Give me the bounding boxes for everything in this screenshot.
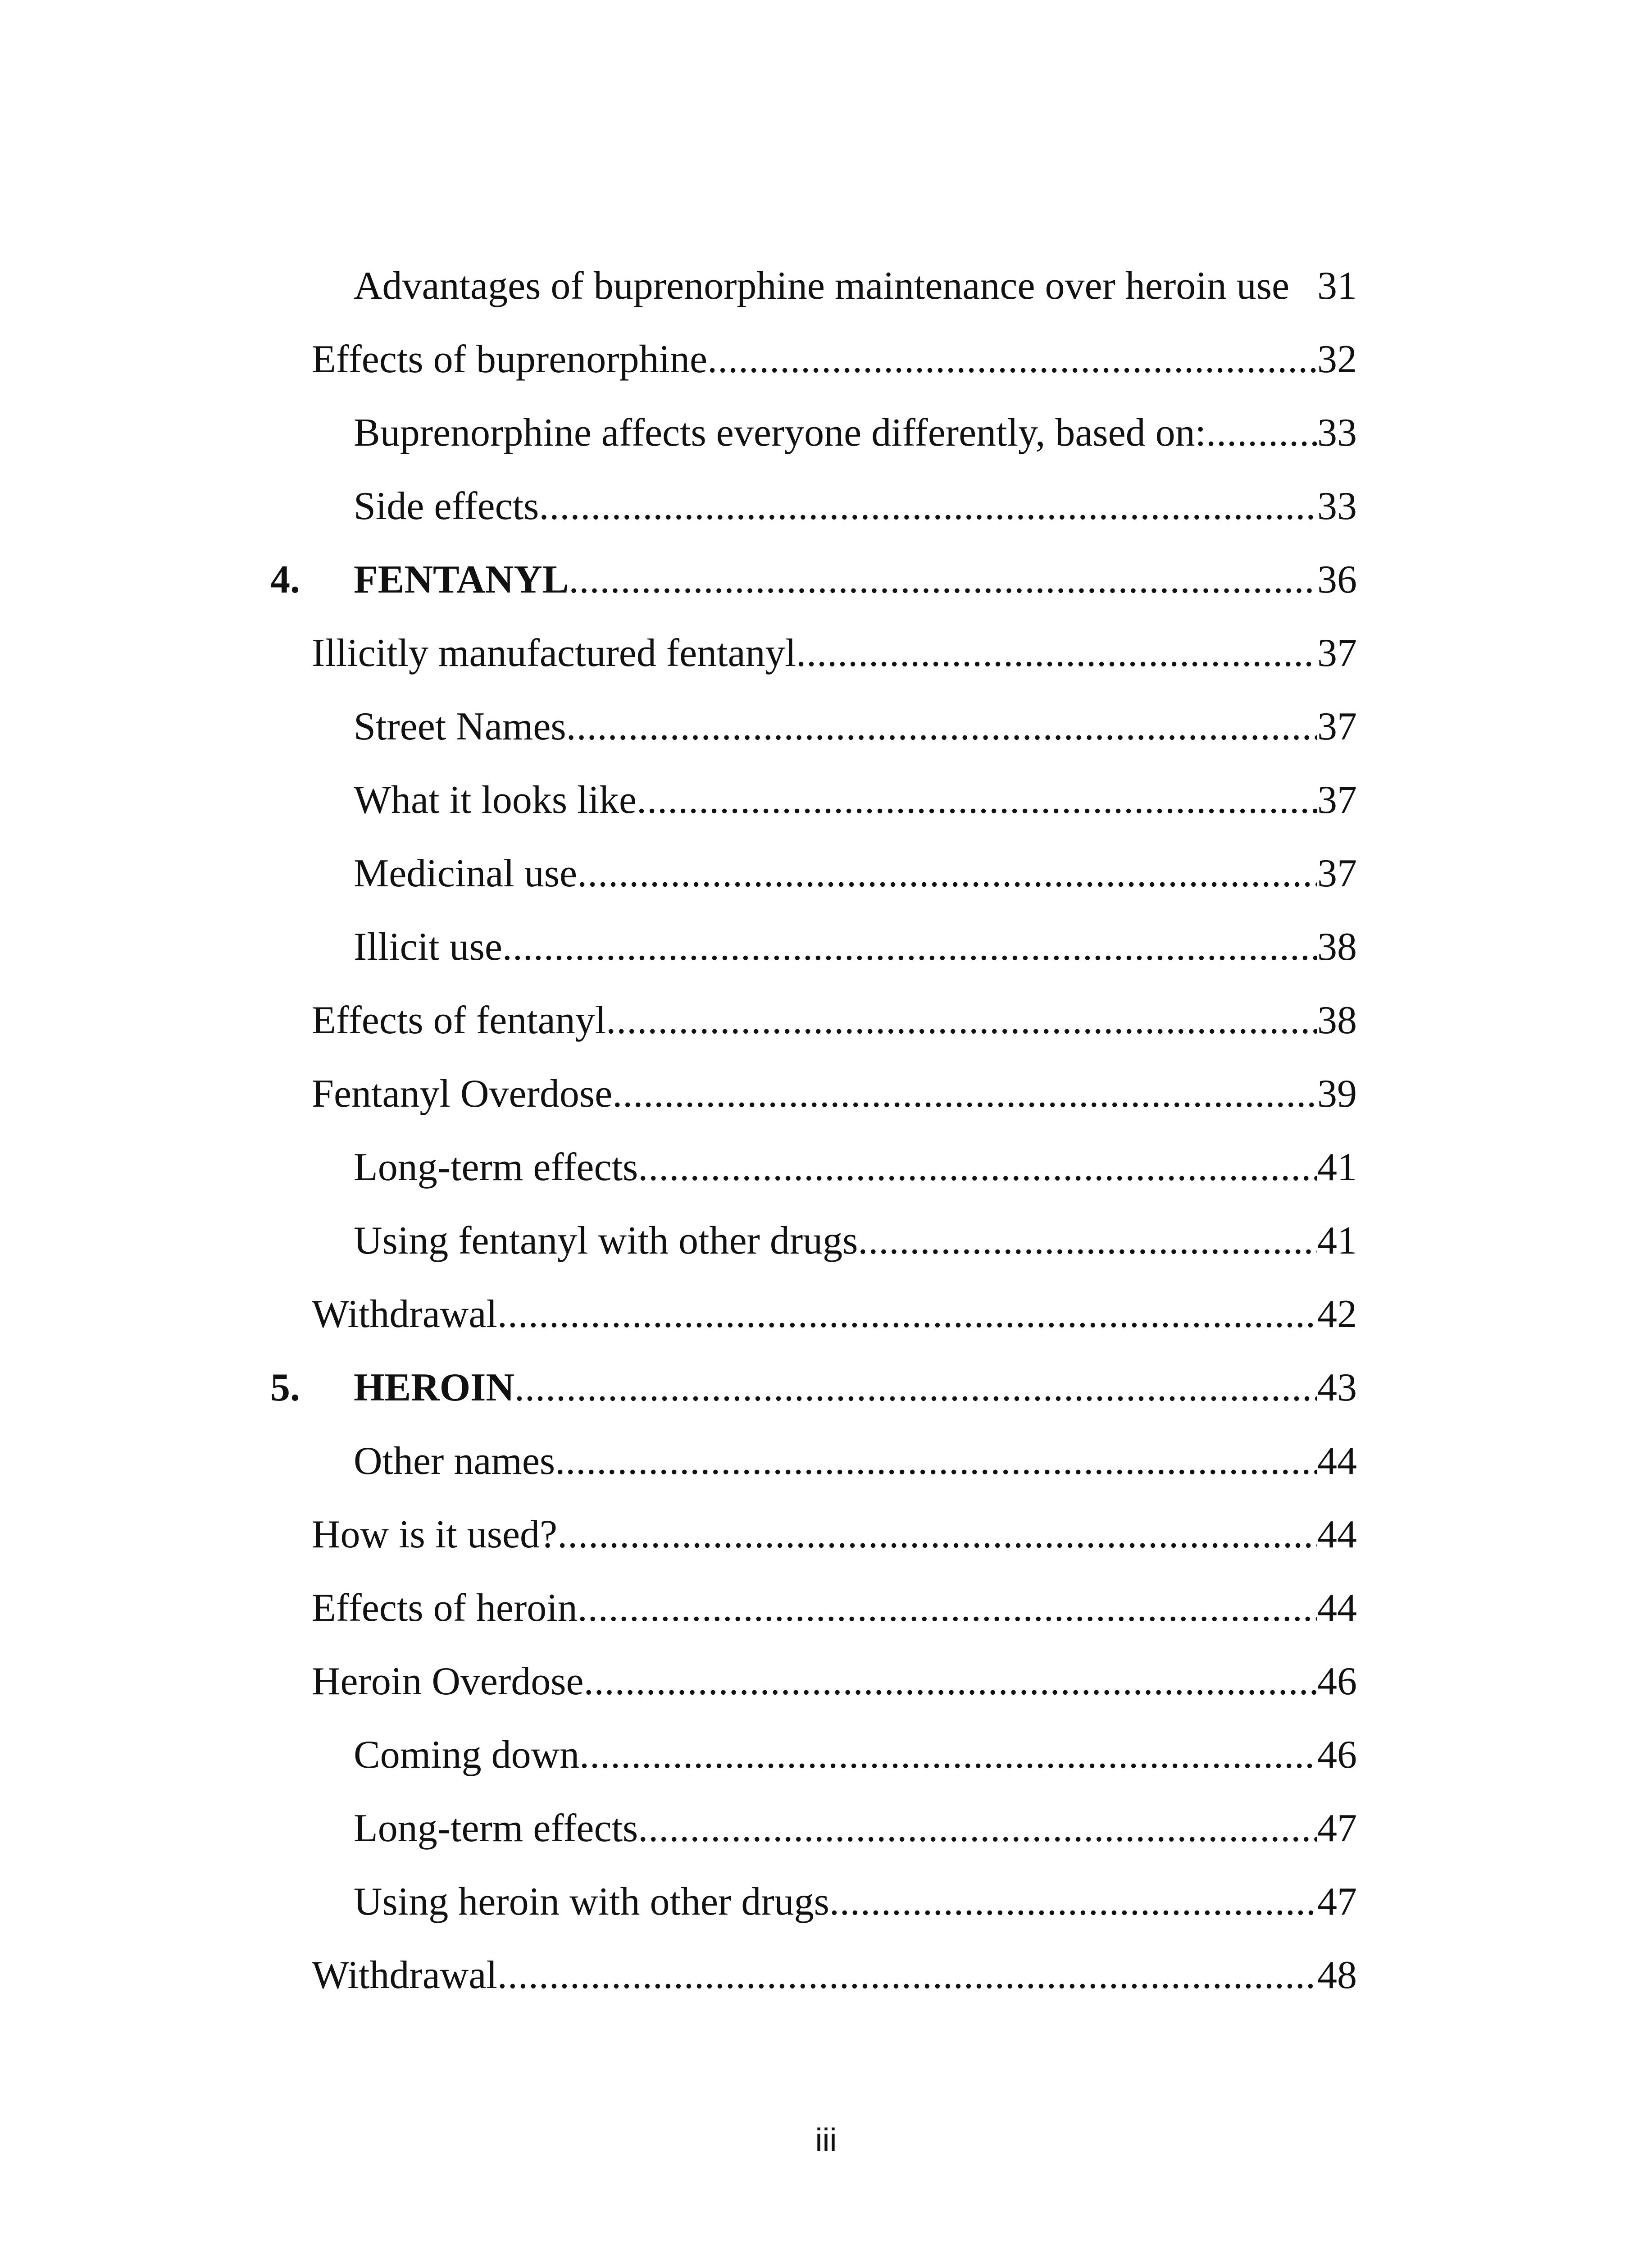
toc-entry-other-names[interactable] <box>354 1439 1357 1484</box>
toc-entry-page: 33 <box>1317 411 1357 455</box>
toc-entry-title: Street Names <box>354 705 566 748</box>
toc-entry-buprenorphine-affects-everyone[interactable] <box>354 410 1357 456</box>
toc-leader <box>566 704 1317 749</box>
toc-entry-title: Long-term effects <box>354 1145 638 1189</box>
toc-chapter-fentanyl[interactable] <box>270 557 1357 602</box>
toc-entry-page: 31 <box>1317 264 1357 308</box>
toc-entry-page: 37 <box>1317 705 1357 748</box>
toc-leader <box>555 1439 1317 1484</box>
toc-entry-medicinal-use[interactable] <box>354 851 1357 896</box>
toc-entry-page: 41 <box>1317 1219 1357 1263</box>
toc-leader <box>606 998 1317 1043</box>
toc-leader <box>569 557 1317 602</box>
toc-leader <box>638 1806 1317 1851</box>
toc-entry-effects-of-fentanyl[interactable] <box>312 998 1357 1043</box>
toc-entry-effects-of-buprenorphine[interactable] <box>312 337 1357 382</box>
toc-leader <box>796 631 1317 676</box>
toc-entry-title: Effects of buprenorphine <box>312 337 708 381</box>
toc-entry-page: 38 <box>1317 925 1357 969</box>
toc-entry-title: Withdrawal <box>312 1953 497 1997</box>
toc-entry-page: 33 <box>1317 484 1357 528</box>
toc-entry-withdrawal-heroin[interactable] <box>312 1953 1357 1998</box>
toc-leader <box>577 851 1317 896</box>
toc-entry-title: Effects of fentanyl <box>312 999 606 1042</box>
toc-entry-title: Other names <box>354 1439 555 1483</box>
toc-entry-page: 42 <box>1317 1292 1357 1336</box>
toc-leader <box>584 1659 1317 1704</box>
toc-entry-long-term-effects-heroin[interactable] <box>354 1806 1357 1851</box>
page-number: iii <box>815 2122 837 2158</box>
toc-chapter-number: 5. <box>270 1366 300 1409</box>
toc-entry-title: Effects of heroin <box>312 1586 578 1630</box>
toc-entry-what-it-looks-like[interactable] <box>354 778 1357 823</box>
toc-entry-title: Illicit use <box>354 925 502 969</box>
toc-leader <box>497 1292 1317 1337</box>
toc-entry-title: Heroin Overdose <box>312 1660 584 1703</box>
toc-leader <box>707 337 1317 382</box>
toc-entry-title: Withdrawal <box>312 1292 497 1336</box>
toc-entry-using-fentanyl-with-other-drugs[interactable] <box>354 1218 1357 1263</box>
toc-entry-title: Using heroin with other drugs <box>354 1880 829 1924</box>
toc-entry-how-is-it-used[interactable] <box>312 1512 1357 1557</box>
toc-entry-page: 43 <box>1317 1366 1357 1409</box>
toc-entry-title: FENTANYL <box>354 558 569 602</box>
toc-entry-title: Coming down <box>354 1733 580 1777</box>
toc-entry-page: 37 <box>1317 778 1357 822</box>
toc-entry-title: How is it used? <box>312 1513 558 1556</box>
toc-entry-coming-down[interactable] <box>354 1733 1357 1778</box>
toc-leader <box>1206 410 1317 456</box>
toc-entry-page: 47 <box>1317 1806 1357 1850</box>
toc-entry-page: 41 <box>1317 1145 1357 1189</box>
toc-entry-title: Advantages of buprenorphine maintenance over heroin use <box>354 264 1290 308</box>
toc-entry-street-names[interactable] <box>354 704 1357 749</box>
toc-entry-effects-of-heroin[interactable] <box>312 1586 1357 1631</box>
toc-leader <box>557 1512 1317 1557</box>
toc-leader <box>858 1218 1317 1263</box>
toc-leader <box>637 778 1317 823</box>
toc-entry-title: Fentanyl Overdose <box>312 1072 613 1116</box>
toc-entry-title: Using fentanyl with other drugs <box>354 1219 858 1263</box>
toc-entry-page: 38 <box>1317 999 1357 1042</box>
toc-leader <box>579 1733 1317 1778</box>
toc-entry-fentanyl-overdose[interactable] <box>312 1072 1357 1117</box>
toc-leader <box>612 1072 1317 1117</box>
toc-entry-title: Illicitly manufactured fentanyl <box>312 631 796 675</box>
toc-entry-page: 47 <box>1317 1880 1357 1924</box>
toc-entry-page: 48 <box>1317 1953 1357 1997</box>
toc-leader <box>638 1145 1317 1190</box>
toc-entry-page: 46 <box>1317 1660 1357 1703</box>
toc-entry-long-term-effects-fentanyl[interactable] <box>354 1145 1357 1190</box>
toc-leader <box>514 1365 1317 1410</box>
toc-entry-page: 32 <box>1317 337 1357 381</box>
toc-entry-title: Side effects <box>354 484 539 528</box>
toc-entry-title: HEROIN <box>354 1366 514 1409</box>
toc-entry-title: Long-term effects <box>354 1806 638 1850</box>
toc-entry-page: 44 <box>1317 1513 1357 1556</box>
toc-entry-page: 44 <box>1317 1586 1357 1630</box>
toc-entry-side-effects[interactable] <box>354 484 1357 529</box>
toc-leader <box>829 1879 1317 1925</box>
toc-leader <box>578 1586 1317 1631</box>
toc-leader <box>502 925 1317 970</box>
toc-entry-page: 37 <box>1317 631 1357 675</box>
toc-entry-advantages-of-buprenorphine[interactable] <box>354 264 1357 309</box>
toc-leader <box>497 1953 1317 1998</box>
toc-entry-illicit-use[interactable] <box>354 925 1357 970</box>
toc-chapter-heroin[interactable] <box>270 1365 1357 1410</box>
toc-chapter-number: 4. <box>270 558 300 602</box>
toc-entry-withdrawal-fentanyl[interactable] <box>312 1292 1357 1337</box>
toc-entry-page: 39 <box>1317 1072 1357 1116</box>
toc-entry-page: 37 <box>1317 852 1357 895</box>
toc-entry-title: What it looks like <box>354 778 637 822</box>
toc-entry-using-heroin-with-other-drugs[interactable] <box>354 1879 1357 1925</box>
toc-entry-title: Buprenorphine affects everyone differently, based on: <box>354 411 1206 455</box>
toc-entry-illicitly-manufactured-fentanyl[interactable] <box>312 631 1357 676</box>
toc-entry-page: 46 <box>1317 1733 1357 1777</box>
toc-entry-title: Medicinal use <box>354 852 578 895</box>
toc-leader <box>539 484 1317 529</box>
toc-entry-page: 44 <box>1317 1439 1357 1483</box>
toc-entry-page: 36 <box>1317 558 1357 602</box>
toc-entry-heroin-overdose[interactable] <box>312 1659 1357 1704</box>
